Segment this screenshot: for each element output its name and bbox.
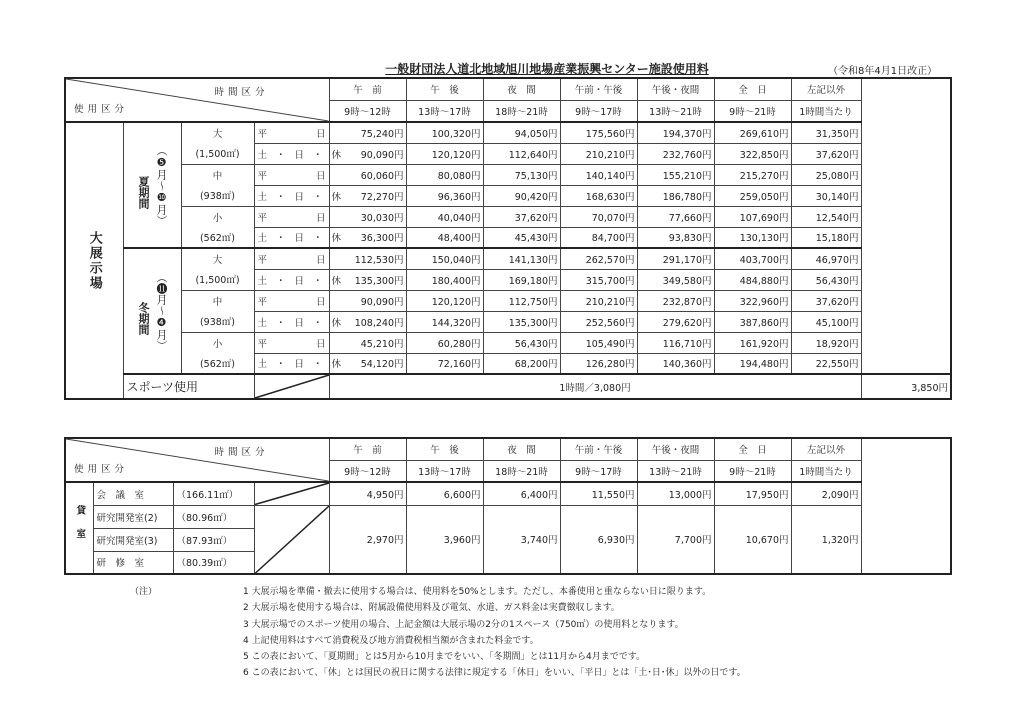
column-time-range: 13時～17時 xyxy=(406,460,483,482)
day-type-right: 日 xyxy=(315,170,326,182)
document-title: 一般財団法人道北地域旭川地場産業振興センター施設使用料 xyxy=(385,62,709,76)
price-cell: 72,160円 xyxy=(406,353,483,374)
column-header: 左記以外 xyxy=(791,438,861,460)
day-type xyxy=(254,206,329,227)
price-cell: 54,120円 xyxy=(329,353,406,374)
price-cell: 116,710円 xyxy=(637,332,714,353)
price-cell: 68,200円 xyxy=(483,353,560,374)
column-time-range: 18時～21時 xyxy=(483,460,560,482)
price-cell: 12,540円 xyxy=(791,206,861,227)
price-cell: 141,130円 xyxy=(483,248,560,269)
price-cell: 150,040円 xyxy=(406,248,483,269)
size-label xyxy=(181,206,254,248)
diagonal-line xyxy=(255,375,329,398)
price-cell: 105,490円 xyxy=(560,332,637,353)
day-type-weekend: 土・日・休 xyxy=(257,233,351,245)
season-name: 冬期間 xyxy=(137,301,150,335)
day-type xyxy=(254,164,329,185)
table-row xyxy=(65,248,951,269)
note-item: 5 この表において、「夏期間」とは5月から10月までをいい、「冬期間」とは11月から4月までです。 xyxy=(243,652,646,663)
size-name: 小 xyxy=(212,212,223,224)
day-type xyxy=(254,269,351,290)
price-cell: 144,320円 xyxy=(406,311,483,332)
column-time-range: 9時～12時 xyxy=(329,460,406,482)
diagonal-line xyxy=(255,506,329,574)
price-cell: 194,370円 xyxy=(637,122,714,143)
column-header: 午後・夜間 xyxy=(637,438,714,460)
price-cell: 140,360円 xyxy=(637,353,714,374)
price-cell: 18,920円 xyxy=(791,332,861,353)
price-cell: 108,240円 xyxy=(329,311,406,332)
table-row xyxy=(65,164,951,185)
season-label xyxy=(123,248,181,374)
size-area: (938㎡) xyxy=(199,191,236,203)
note-item: 1 大展示場を準備・撤去に使用する場合は、使用料を50%とします。ただし、本番使用と重ならない日に限ります。 xyxy=(243,587,712,597)
price-cell: 135,300円 xyxy=(483,311,560,332)
price-cell: 100,320円 xyxy=(406,122,483,143)
sports-diagonal xyxy=(254,374,329,399)
price-cell: 30,140円 xyxy=(791,185,861,206)
day-type-right: 日 xyxy=(315,212,326,224)
day-type xyxy=(254,185,351,206)
price-cell: 387,860円 xyxy=(714,311,791,332)
size-name: 大 xyxy=(212,129,223,141)
price-cell: 70,070円 xyxy=(560,206,637,227)
price-cell: 10,670円 xyxy=(714,505,791,574)
day-type-weekend: 土・日・休 xyxy=(257,359,351,371)
column-time-range: 13時～21時 xyxy=(637,100,714,122)
size-area: (1,500㎡) xyxy=(195,149,240,161)
size-label xyxy=(181,164,254,206)
price-cell: 215,270円 xyxy=(714,164,791,185)
price-cell: 25,080円 xyxy=(791,164,861,185)
price-cell: 37,620円 xyxy=(791,143,861,164)
price-cell: 210,210円 xyxy=(560,143,637,164)
price-cell: 126,280円 xyxy=(560,353,637,374)
column-time-range: 9時～21時 xyxy=(714,460,791,482)
size-area: (562㎡) xyxy=(199,232,236,244)
table-row xyxy=(65,505,951,528)
day-type-left: 平 xyxy=(257,212,268,224)
day-type-right: 日 xyxy=(315,296,326,308)
size-area: (1,500㎡) xyxy=(195,275,240,287)
price-cell: 120,120円 xyxy=(406,290,483,311)
price-cell: 84,700円 xyxy=(560,227,637,248)
price-cell: 46,970円 xyxy=(791,248,861,269)
price-cell: 322,850円 xyxy=(714,143,791,164)
price-cell: 30,030円 xyxy=(329,206,406,227)
room-name: 会 議 室 xyxy=(93,482,173,505)
column-time-range: 13時～21時 xyxy=(637,460,714,482)
price-cell: 7,700円 xyxy=(637,505,714,574)
day-type-right: 日 xyxy=(315,254,326,266)
table-row xyxy=(65,122,951,143)
day-type-weekend: 土・日・休 xyxy=(257,317,351,329)
price-cell: 180,400円 xyxy=(406,269,483,290)
price-cell: 6,400円 xyxy=(483,482,560,505)
day-type xyxy=(254,311,351,332)
price-cell: 161,920円 xyxy=(714,332,791,353)
price-cell: 135,300円 xyxy=(329,269,406,290)
column-time-range: 18時～21時 xyxy=(483,100,560,122)
price-cell: 168,630円 xyxy=(560,185,637,206)
room-area: （87.93㎡） xyxy=(173,528,254,551)
column-time-range: 1時間当たり xyxy=(791,100,861,122)
room-group-name: 貸室 xyxy=(74,504,86,552)
day-type-weekend: 土・日・休 xyxy=(257,149,351,161)
column-header: 午 後 xyxy=(406,78,483,100)
day-type xyxy=(254,332,329,353)
price-cell: 60,280円 xyxy=(406,332,483,353)
price-cell: 60,060円 xyxy=(329,164,406,185)
day-type-right: 日 xyxy=(315,128,326,140)
price-cell: 232,760円 xyxy=(637,143,714,164)
price-cell: 37,620円 xyxy=(483,206,560,227)
table-row xyxy=(65,206,951,227)
price-cell: 36,300円 xyxy=(329,227,406,248)
price-cell: 403,700円 xyxy=(714,248,791,269)
header-corner xyxy=(65,438,329,482)
column-header: 午前・午後 xyxy=(560,438,637,460)
price-cell: 13,000円 xyxy=(637,482,714,505)
column-header: 全 日 xyxy=(714,438,791,460)
column-header: 午 前 xyxy=(329,438,406,460)
sports-label: スポーツ使用 xyxy=(123,374,254,399)
column-time-range: 13時～17時 xyxy=(406,100,483,122)
day-type-weekend: 土・日・休 xyxy=(257,191,351,203)
day-type xyxy=(254,122,329,143)
day-type xyxy=(254,143,351,164)
day-type-right: 日 xyxy=(315,338,326,350)
day-type-left: 平 xyxy=(257,338,268,350)
column-header: 夜 間 xyxy=(483,438,560,460)
price-cell: 72,270円 xyxy=(329,185,406,206)
price-cell: 2,090円 xyxy=(791,482,861,505)
size-area: (938㎡) xyxy=(199,317,236,329)
size-name: 中 xyxy=(212,170,223,182)
day-type-left: 平 xyxy=(257,254,268,266)
price-cell: 77,660円 xyxy=(637,206,714,227)
price-cell: 6,930円 xyxy=(560,505,637,574)
column-time-range: 9時～17時 xyxy=(560,100,637,122)
column-header: 午後・夜間 xyxy=(637,78,714,100)
price-cell: 279,620円 xyxy=(637,311,714,332)
time-category-label: 時間区分 xyxy=(214,87,269,98)
column-time-range: 9時～17時 xyxy=(560,460,637,482)
price-cell: 112,640円 xyxy=(483,143,560,164)
price-cell: 2,970円 xyxy=(329,505,406,574)
price-cell: 194,480円 xyxy=(714,353,791,374)
hall-fee-table xyxy=(64,77,952,400)
price-cell: 93,830円 xyxy=(637,227,714,248)
price-cell: 169,180円 xyxy=(483,269,560,290)
room-diagonal xyxy=(254,482,329,505)
size-label xyxy=(181,290,254,332)
price-cell: 262,570円 xyxy=(560,248,637,269)
room-area: （80.39㎡） xyxy=(173,551,254,574)
price-cell: 15,180円 xyxy=(791,227,861,248)
room-fee-table xyxy=(64,437,952,575)
price-cell: 269,610円 xyxy=(714,122,791,143)
note-item: 2 大展示場を使用する場合は、附属設備使用料及び電気、水道、ガス料金は実費徴収します。 xyxy=(243,603,620,614)
season-range: （❺月～❿月） xyxy=(155,144,168,226)
sports-row xyxy=(65,374,951,399)
column-header: 夜 間 xyxy=(483,78,560,100)
price-cell: 90,420円 xyxy=(483,185,560,206)
sports-rate: 1時間／3,080円 xyxy=(329,374,861,399)
price-cell: 80,080円 xyxy=(406,164,483,185)
price-cell: 90,090円 xyxy=(329,143,406,164)
price-cell: 90,090円 xyxy=(329,290,406,311)
season-range: （⓫月～❹月） xyxy=(155,271,168,351)
price-cell: 112,530円 xyxy=(329,248,406,269)
price-cell: 210,210円 xyxy=(560,290,637,311)
day-type xyxy=(254,353,351,374)
room-area: （80.96㎡） xyxy=(173,505,254,528)
price-cell: 140,140円 xyxy=(560,164,637,185)
column-time-range: 9時～12時 xyxy=(329,100,406,122)
day-type xyxy=(254,227,351,248)
table-row xyxy=(65,332,951,353)
price-cell: 3,960円 xyxy=(406,505,483,574)
price-cell: 96,360円 xyxy=(406,185,483,206)
price-cell: 56,430円 xyxy=(483,332,560,353)
room-diagonal xyxy=(254,505,329,574)
room-name: 研究開発室(3) xyxy=(93,528,173,551)
column-header: 午前・午後 xyxy=(560,78,637,100)
price-cell: 37,620円 xyxy=(791,290,861,311)
column-header: 午 後 xyxy=(406,438,483,460)
price-cell: 130,130円 xyxy=(714,227,791,248)
use-category-label: 使用区分 xyxy=(74,104,129,115)
column-time-range: 1時間当たり xyxy=(791,460,861,482)
price-cell: 75,240円 xyxy=(329,122,406,143)
hall-label xyxy=(65,122,123,399)
day-type xyxy=(254,290,329,311)
price-cell: 120,120円 xyxy=(406,143,483,164)
size-label xyxy=(181,122,254,164)
price-cell: 155,210円 xyxy=(637,164,714,185)
price-cell: 349,580円 xyxy=(637,269,714,290)
note-item: 3 大展示場でのスポーツ使用の場合、上記金額は大展示場の2分の1スペース（750㎡）の使用料となります。 xyxy=(243,619,684,630)
table-row xyxy=(65,290,951,311)
price-cell: 112,750円 xyxy=(483,290,560,311)
note-item: 4 上記使用料はすべて消費税及び地方消費税相当額が含まれた料金です。 xyxy=(243,635,539,646)
price-cell: 31,350円 xyxy=(791,122,861,143)
price-cell: 186,780円 xyxy=(637,185,714,206)
season-label xyxy=(123,122,181,248)
size-label xyxy=(181,248,254,290)
column-header: 左記以外 xyxy=(791,78,861,100)
use-category-label: 使用区分 xyxy=(74,464,129,475)
size-name: 大 xyxy=(212,255,223,267)
price-cell: 75,130円 xyxy=(483,164,560,185)
price-cell: 48,400円 xyxy=(406,227,483,248)
price-cell: 232,870円 xyxy=(637,290,714,311)
day-type-left: 平 xyxy=(257,170,268,182)
notes-label: （注） xyxy=(130,587,158,597)
price-cell: 11,550円 xyxy=(560,482,637,505)
room-name: 研 修 室 xyxy=(93,551,173,574)
size-label xyxy=(181,332,254,374)
price-cell: 94,050円 xyxy=(483,122,560,143)
hall-name: 大展示場 xyxy=(86,230,102,291)
price-cell: 6,600円 xyxy=(406,482,483,505)
table-row xyxy=(65,482,951,505)
size-name: 小 xyxy=(212,338,223,350)
revision-note: （令和8年4月1日改正） xyxy=(828,66,938,77)
header-corner xyxy=(65,78,329,122)
price-cell: 322,960円 xyxy=(714,290,791,311)
price-cell: 3,740円 xyxy=(483,505,560,574)
sports-other-rate: 3,850円 xyxy=(861,374,951,399)
price-cell: 175,560円 xyxy=(560,122,637,143)
price-cell: 107,690円 xyxy=(714,206,791,227)
price-cell: 45,210円 xyxy=(329,332,406,353)
column-time-range: 9時～21時 xyxy=(714,100,791,122)
price-cell: 56,430円 xyxy=(791,269,861,290)
price-cell: 252,560円 xyxy=(560,311,637,332)
price-cell: 291,170円 xyxy=(637,248,714,269)
price-cell: 45,100円 xyxy=(791,311,861,332)
time-category-label: 時間区分 xyxy=(214,447,269,458)
price-cell: 40,040円 xyxy=(406,206,483,227)
room-name: 研究開発室(2) xyxy=(93,505,173,528)
room-area: （166.11㎡） xyxy=(173,482,254,505)
day-type-left: 平 xyxy=(257,296,268,308)
price-cell: 4,950円 xyxy=(329,482,406,505)
size-name: 中 xyxy=(212,296,223,308)
season-name: 夏期間 xyxy=(137,175,150,209)
note-item: 6 この表において、「休」とは国民の祝日に関する法律に規定する「休日」をいい、「平日」とは「土･日･休」以外の日です。 xyxy=(243,668,746,679)
size-area: (562㎡) xyxy=(199,358,236,370)
day-type-weekend: 土・日・休 xyxy=(257,275,351,287)
price-cell: 17,950円 xyxy=(714,482,791,505)
room-group-label xyxy=(65,482,93,574)
price-cell: 259,050円 xyxy=(714,185,791,206)
column-header: 午 前 xyxy=(329,78,406,100)
diagonal-line xyxy=(255,483,329,505)
day-type xyxy=(254,248,329,269)
price-cell: 1,320円 xyxy=(791,505,861,574)
price-cell: 45,430円 xyxy=(483,227,560,248)
price-cell: 315,700円 xyxy=(560,269,637,290)
column-header: 全 日 xyxy=(714,78,791,100)
day-type-left: 平 xyxy=(257,128,268,140)
price-cell: 22,550円 xyxy=(791,353,861,374)
price-cell: 484,880円 xyxy=(714,269,791,290)
